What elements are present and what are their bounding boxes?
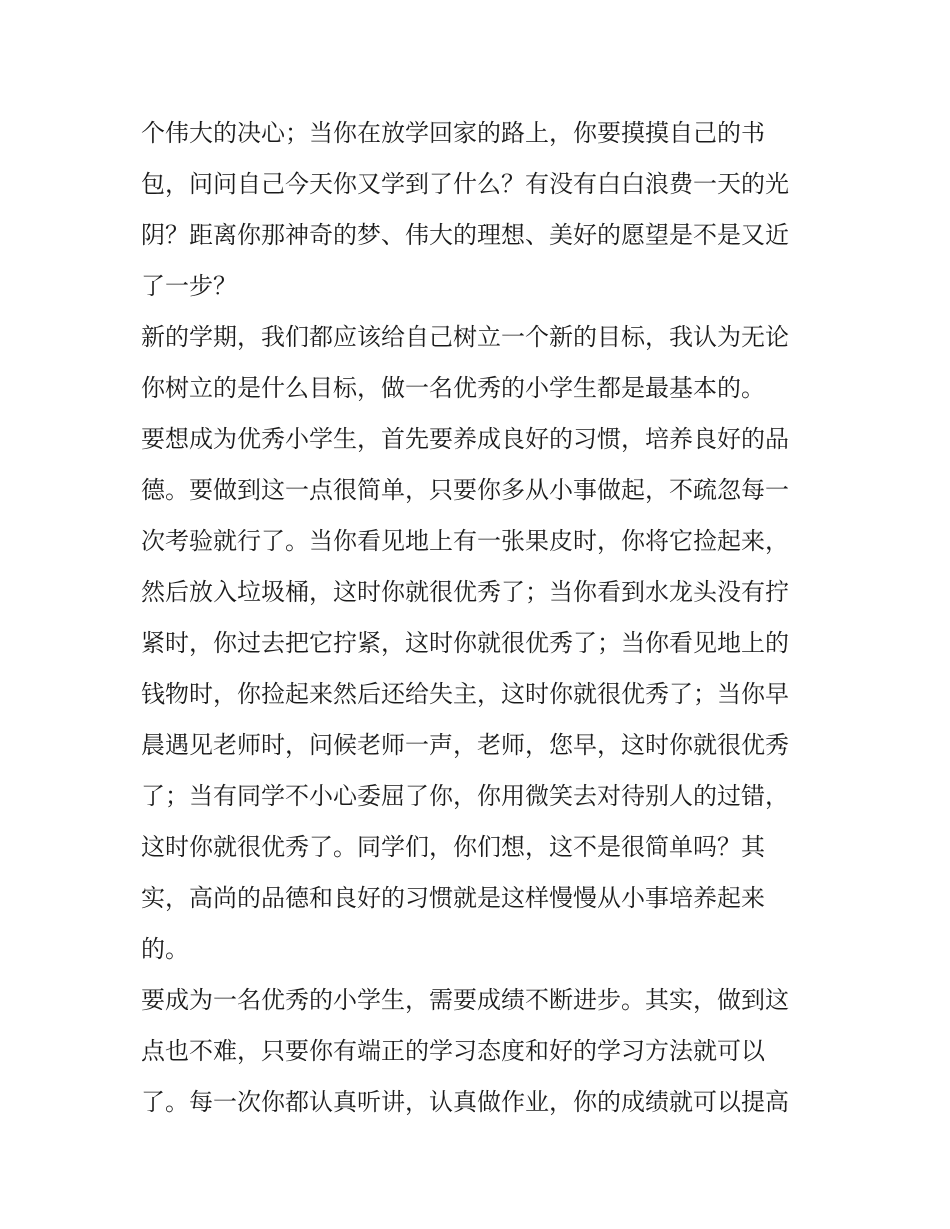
text-line: 包，问问自己今天你又学到了什么？有没有白白浪费一天的光	[141, 170, 789, 198]
text-line: 这时你就很优秀了。同学们，你们想，这不是很简单吗？其	[141, 833, 765, 861]
text-line: 次考验就行了。当你看见地上有一张果皮时，你将它捡起来，	[141, 527, 789, 555]
body-text	[141, 108, 816, 1128]
text-line: 的。	[141, 935, 189, 963]
text-line: 了；当有同学不小心委屈了你，你用微笑去对待别人的过错，	[141, 782, 789, 810]
text-line: 要想成为优秀小学生，首先要养成良好的习惯，培养良好的品	[141, 425, 789, 453]
text-line: 点也不难，只要你有端正的学习态度和好的学习方法就可以	[141, 1037, 765, 1065]
text-line: 个伟大的决心；当你在放学回家的路上，你要摸摸自己的书	[141, 119, 765, 147]
text-line: 紧时，你过去把它拧紧，这时你就很优秀了；当你看见地上的	[141, 629, 789, 657]
text-line: 你树立的是什么目标，做一名优秀的小学生都是最基本的。	[141, 374, 765, 402]
text-line: 德。要做到这一点很简单，只要你多从小事做起，不疏忽每一	[141, 476, 789, 504]
text-line: 阴？距离你那神奇的梦、伟大的理想、美好的愿望是不是又近	[141, 221, 789, 249]
text-line: 新的学期，我们都应该给自己树立一个新的目标，我认为无论	[141, 323, 789, 351]
text-line: 钱物时，你捡起来然后还给失主，这时你就很优秀了；当你早	[141, 680, 789, 708]
text-line: 要成为一名优秀的小学生，需要成绩不断进步。其实，做到这	[141, 986, 789, 1014]
text-line: 了。每一次你都认真听讲，认真做作业，你的成绩就可以提高	[141, 1088, 789, 1116]
text-line: 然后放入垃圾桶，这时你就很优秀了；当你看到水龙头没有拧	[141, 578, 789, 606]
text-line: 了一步？	[141, 272, 237, 300]
text-line: 晨遇见老师时，问候老师一声，老师，您早，这时你就很优秀	[141, 731, 789, 759]
text-line: 实，高尚的品德和良好的习惯就是这样慢慢从小事培养起来	[141, 884, 765, 912]
